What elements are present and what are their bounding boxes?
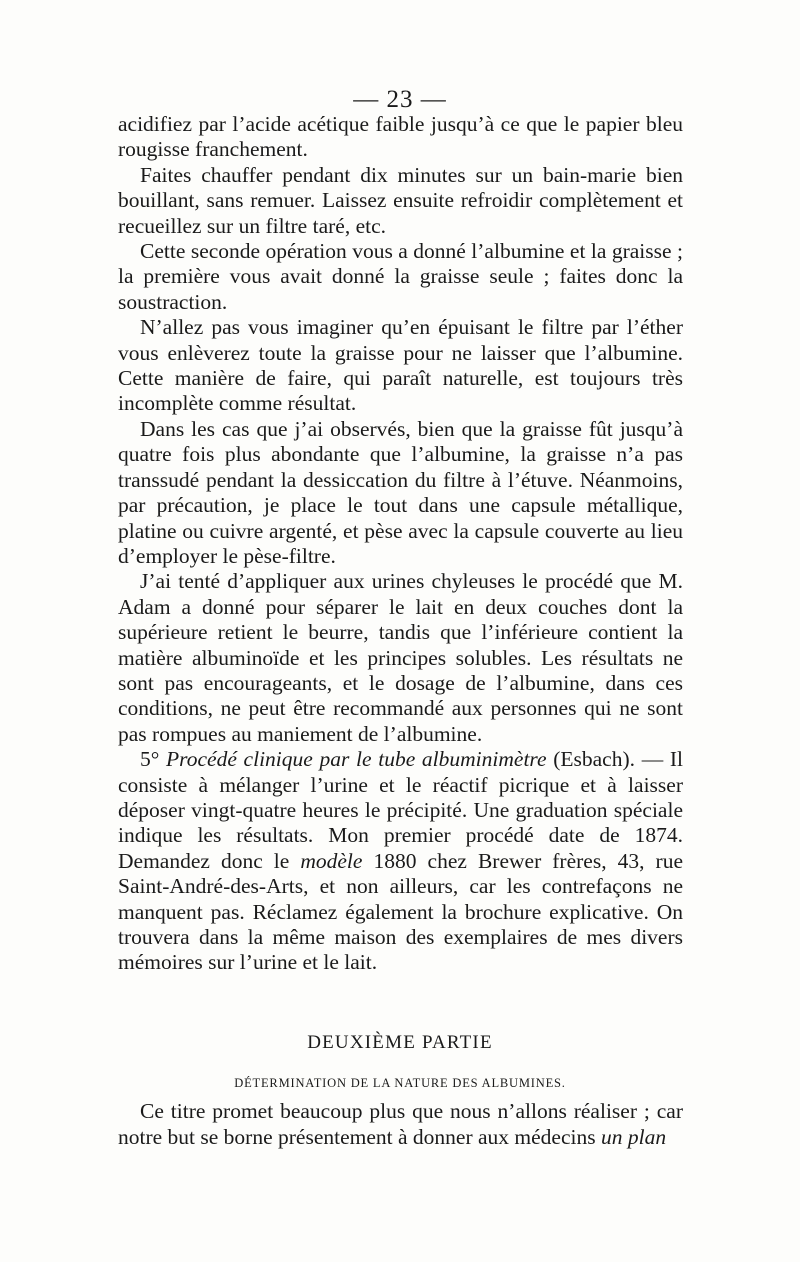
procedure-text-1: (Esbach). — Il consiste à mélanger l’urine et le réactif picrique et à laisser déposer vingt-quatre heures le précipité. Une graduation spéciale indique les résultats. Mon premier procédé date de 1874. Demandez donc le [118,747,684,873]
paragraph-7 [118,747,683,976]
page-number: — 23 — [353,86,447,113]
section-heading: DEUXIÈME PARTIE [307,1032,493,1053]
procedure-number: 5° [140,747,160,772]
procedure-text-2: 1880 chez Brewer frères, 43, rue Saint-André-des-Arts, et non ailleurs, car les contrefaçons ne manquent pas. Réclamez également la brochure explicative. On trouvera dans la même maison des exemplaires de mes divers mémoires sur l’urine et le lait. [118,848,683,975]
paragraph-3: Cette seconde opération vous a donné l’albumine et la graisse ; la première vous avait donné la graisse seule ; faites donc la soustraction. [118,239,683,314]
paragraph-5: Dans les cas que j’ai observés, bien que la graisse fût jusqu’à quatre fois plus abondante que l’albumine, la graisse n’a pas transsudé pendant la dessiccation du filtre à l’étuve. Néanmoins, par précaution, je place le tout dans une capsule métallique, platine ou cuivre argenté, et pèse avec la capsule couverte au lieu d’employer le pèse-filtre. [118,416,683,568]
paragraph-1: acidifiez par l’acide acétique faible jusqu’à ce que le papier bleu rougisse franchement. [118,112,683,162]
model-word: modèle [300,848,363,873]
closing-paragraph [118,1098,683,1150]
closing-text [118,1098,683,1150]
paragraph-2: Faites chauffer pendant dix minutes sur un bain-marie bien bouillant, sans remuer. Laissez ensuite refroidir complètement et recueillez sur un filtre taré, etc. [118,162,683,238]
paragraph-6: J’ai tenté d’appliquer aux urines chyleuses le procédé que M. Adam a donné pour séparer le lait en deux couches dont la supérieure retient le beurre, tandis que l’inférieure contient la matière albuminoïde et les principes solubles. Les résultats ne sont pas encourageants, et le dosage de l’albumine, dans ces conditions, ne peut être recommandé aux personnes qui ne sont pas rompues au maniement de l’albumine. [118,569,683,746]
closing-main: Ce titre promet beaucoup plus que nous n’allons réaliser ; car notre but se borne présentement à donner aux médecins [118,1099,683,1149]
section-subheading: DÉTERMINATION DE LA NATURE DES ALBUMINES. [234,1076,566,1090]
paragraph-4: N’allez pas vous imaginer qu’en épuisant le filtre par l’éther vous enlèverez toute la graisse pour ne laisser que l’albumine. Cette manière de faire, qui paraît naturelle, est toujours très incomplète comme résultat. [118,315,683,416]
body-text [118,112,683,976]
procedure-title: Procédé clinique par le tube albuminimètre [166,747,547,772]
closing-italic: un plan [600,1125,667,1149]
